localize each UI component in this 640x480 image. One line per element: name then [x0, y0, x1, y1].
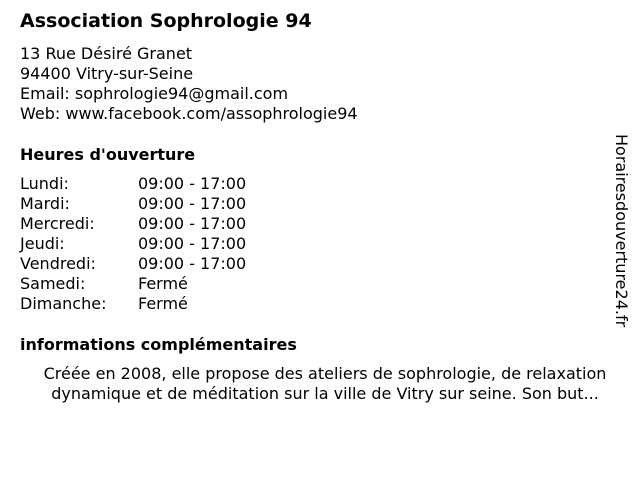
day-label: Dimanche: [20, 294, 107, 313]
email-line: Email: sophrologie94@gmail.com [20, 84, 289, 103]
web-line: Web: www.facebook.com/assophrologie94 [20, 104, 358, 123]
day-label: Jeudi: [20, 234, 65, 253]
site-watermark: Horairesdouverture24.fr [612, 134, 631, 328]
contact-block [20, 44, 358, 124]
address-line1: 13 Rue Désiré Granet [20, 44, 193, 63]
info-line2: dynamique et de méditation sur la ville de Vitry sur seine. Son but... [51, 384, 599, 403]
business-name: Association Sophrologie 94 [20, 10, 312, 32]
address-line2: 94400 Vitry-sur-Seine [20, 64, 194, 83]
day-hours: 09:00 - 17:00 [138, 254, 247, 273]
day-label: Mercredi: [20, 214, 95, 233]
day-hours: 09:00 - 17:00 [138, 194, 247, 213]
hours-heading: Heures d'ouverture [20, 145, 196, 164]
day-hours: Fermé [138, 294, 188, 313]
day-hours: 09:00 - 17:00 [138, 214, 247, 233]
day-label: Vendredi: [20, 254, 96, 273]
day-hours: 09:00 - 17:00 [138, 174, 247, 193]
day-hours: Fermé [138, 274, 188, 293]
day-label: Mardi: [20, 194, 70, 213]
info-line1: Créée en 2008, elle propose des ateliers de sophrologie, de relaxation [43, 364, 607, 383]
day-label: Lundi: [20, 174, 69, 193]
day-hours: 09:00 - 17:00 [138, 234, 247, 253]
info-heading: informations complémentaires [20, 335, 297, 354]
day-label: Samedi: [20, 274, 86, 293]
info-description [14, 364, 636, 404]
